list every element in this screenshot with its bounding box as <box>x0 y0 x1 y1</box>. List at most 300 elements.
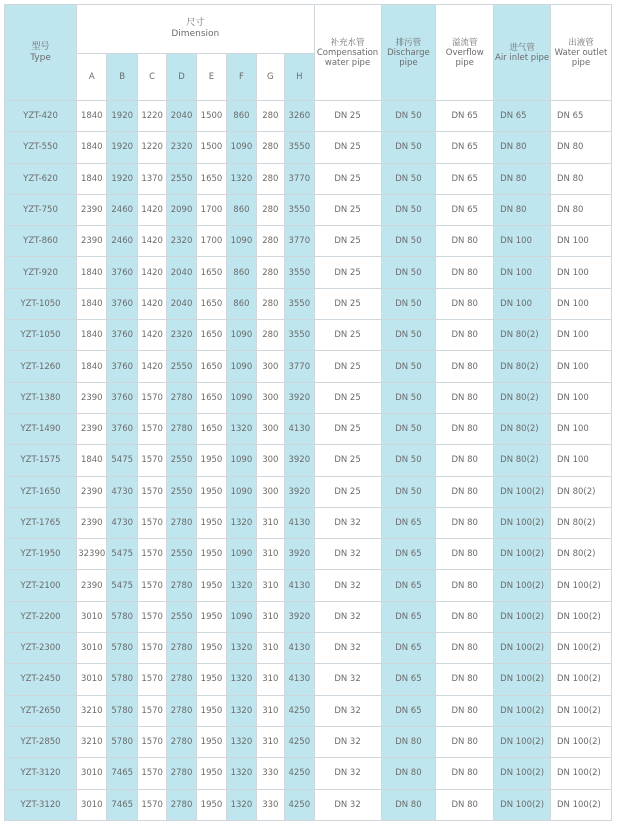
pipe-cell: DN 100(2) <box>494 507 551 538</box>
pipe-cell: DN 100(2) <box>550 789 611 820</box>
pipe-cell: DN 100 <box>550 226 611 257</box>
pipe-cell: DN 50 <box>381 382 436 413</box>
dimension-cell: 3760 <box>107 257 137 288</box>
dimension-cell: 1650 <box>196 382 226 413</box>
dimension-cell: 3760 <box>107 320 137 351</box>
dimension-cell: 1420 <box>137 288 166 319</box>
dimension-cell: 3010 <box>77 664 107 695</box>
pipe-cell: DN 100 <box>550 288 611 319</box>
dimension-cell: 2780 <box>167 633 196 664</box>
dimension-cell: 1420 <box>137 226 166 257</box>
table-row <box>5 382 612 413</box>
pipe-cell: DN 25 <box>314 320 381 351</box>
pipe-cell: DN 80 <box>436 758 494 789</box>
type-cell: YZT-1260 <box>5 351 77 382</box>
dimension-cell: 1650 <box>196 257 226 288</box>
pipe-cell: DN 65 <box>436 132 494 163</box>
dimension-cell: 1950 <box>196 476 226 507</box>
dim-col-a: A <box>77 54 107 101</box>
dimension-cell: 280 <box>256 132 284 163</box>
dimension-cell: 2550 <box>167 163 196 194</box>
pipe-cell: DN 65 <box>381 507 436 538</box>
dimension-cell: 2320 <box>167 320 196 351</box>
pipe-cell: DN 80(2) <box>550 507 611 538</box>
dimension-cell: 1570 <box>137 382 166 413</box>
dimension-cell: 1650 <box>196 320 226 351</box>
pipe-cell: DN 32 <box>314 758 381 789</box>
pipe-cell: DN 25 <box>314 194 381 225</box>
pipe-cell: DN 100 <box>550 382 611 413</box>
pipe-cell: DN 80 <box>436 288 494 319</box>
dimension-cell: 1570 <box>137 445 166 476</box>
dimension-cell: 2460 <box>107 194 137 225</box>
type-cell: YZT-2650 <box>5 695 77 726</box>
dimension-cell: 300 <box>256 351 284 382</box>
pipe-cell: DN 100(2) <box>550 695 611 726</box>
pipe-cell: DN 32 <box>314 570 381 601</box>
dimension-cell: 310 <box>256 601 284 632</box>
dimension-cell: 3210 <box>77 695 107 726</box>
pipe-header-zh: 出液管 <box>568 37 594 48</box>
air-inlet-pipe-header <box>494 5 551 101</box>
pipe-cell: DN 80 <box>436 476 494 507</box>
dimension-cell: 1950 <box>196 695 226 726</box>
pipe-cell: DN 65 <box>381 633 436 664</box>
compensation-pipe-header <box>314 5 381 101</box>
dimension-cell: 1420 <box>137 194 166 225</box>
dimension-cell: 1950 <box>196 726 226 757</box>
dimension-cell: 280 <box>256 163 284 194</box>
pipe-cell: DN 25 <box>314 382 381 413</box>
discharge-pipe-header <box>381 5 436 101</box>
table-body <box>5 101 612 821</box>
dimension-cell: 860 <box>227 101 256 132</box>
pipe-header-en: Water outlet pipe <box>554 47 608 68</box>
dimension-cell: 860 <box>227 194 256 225</box>
dimension-cell: 1090 <box>227 320 256 351</box>
dimension-cell: 1650 <box>196 163 226 194</box>
type-cell: YZT-1575 <box>5 445 77 476</box>
table-row <box>5 507 612 538</box>
dimension-cell: 3920 <box>285 382 315 413</box>
dimension-cell: 4250 <box>285 789 315 820</box>
pipe-cell: DN 80 <box>436 226 494 257</box>
type-cell: YZT-2850 <box>5 726 77 757</box>
table-row <box>5 288 612 319</box>
dimension-cell: 1950 <box>196 539 226 570</box>
pipe-cell: DN 25 <box>314 351 381 382</box>
pipe-cell: DN 50 <box>381 163 436 194</box>
pipe-cell: DN 80 <box>381 789 436 820</box>
type-cell: YZT-420 <box>5 101 77 132</box>
dimension-cell: 280 <box>256 257 284 288</box>
dimension-cell: 1320 <box>227 570 256 601</box>
dimension-cell: 3550 <box>285 288 315 319</box>
pipe-cell: DN 65 <box>436 163 494 194</box>
dim-col-e: E <box>196 54 226 101</box>
pipe-cell: DN 80 <box>436 695 494 726</box>
dimension-cell: 300 <box>256 413 284 444</box>
pipe-cell: DN 80 <box>436 351 494 382</box>
dimension-cell: 2780 <box>167 758 196 789</box>
type-cell: YZT-1950 <box>5 539 77 570</box>
dimension-cell: 2040 <box>167 288 196 319</box>
type-cell: YZT-1765 <box>5 507 77 538</box>
dim-col-f: F <box>227 54 256 101</box>
dimension-cell: 1090 <box>227 226 256 257</box>
pipe-cell: DN 65 <box>436 194 494 225</box>
type-cell: YZT-2200 <box>5 601 77 632</box>
dimension-cell: 2550 <box>167 351 196 382</box>
dimension-cell: 2320 <box>167 132 196 163</box>
pipe-cell: DN 65 <box>494 101 551 132</box>
pipe-cell: DN 100(2) <box>494 476 551 507</box>
table-row <box>5 132 612 163</box>
dimension-header-en: Dimension <box>171 29 220 39</box>
type-cell: YZT-1380 <box>5 382 77 413</box>
dimension-cell: 1950 <box>196 601 226 632</box>
dim-col-g: G <box>256 54 284 101</box>
dimension-cell: 1570 <box>137 413 166 444</box>
dimension-cell: 1320 <box>227 695 256 726</box>
type-cell: YZT-3120 <box>5 789 77 820</box>
dimension-cell: 2460 <box>107 226 137 257</box>
dimension-cell: 1950 <box>196 664 226 695</box>
dimension-cell: 4730 <box>107 476 137 507</box>
dimension-cell: 2780 <box>167 570 196 601</box>
dimension-cell: 280 <box>256 288 284 319</box>
dimension-cell: 2390 <box>77 413 107 444</box>
pipe-header-en: Discharge pipe <box>387 47 430 68</box>
pipe-cell: DN 80 <box>381 726 436 757</box>
dimension-cell: 5475 <box>107 570 137 601</box>
dimension-cell: 3770 <box>285 351 315 382</box>
dimension-cell: 310 <box>256 726 284 757</box>
type-cell: YZT-1050 <box>5 320 77 351</box>
dimension-cell: 2390 <box>77 507 107 538</box>
dimension-cell: 1840 <box>77 445 107 476</box>
pipe-cell: DN 65 <box>436 101 494 132</box>
dimension-cell: 1320 <box>227 664 256 695</box>
dimension-cell: 3760 <box>107 413 137 444</box>
dimension-cell: 3260 <box>285 101 315 132</box>
pipe-cell: DN 100(2) <box>494 601 551 632</box>
dimension-cell: 1570 <box>137 601 166 632</box>
table-row <box>5 789 612 820</box>
dimension-cell: 1840 <box>77 257 107 288</box>
pipe-cell: DN 25 <box>314 101 381 132</box>
pipe-cell: DN 100 <box>550 351 611 382</box>
dimension-cell: 2780 <box>167 507 196 538</box>
pipe-cell: DN 32 <box>314 539 381 570</box>
pipe-cell: DN 65 <box>381 570 436 601</box>
dimension-cell: 1700 <box>196 194 226 225</box>
type-cell: YZT-2300 <box>5 633 77 664</box>
type-cell: YZT-620 <box>5 163 77 194</box>
dimension-cell: 2390 <box>77 570 107 601</box>
dimension-cell: 1320 <box>227 163 256 194</box>
dimension-cell: 4250 <box>285 695 315 726</box>
dimension-cell: 1650 <box>196 351 226 382</box>
dimension-cell: 310 <box>256 507 284 538</box>
dimension-cell: 1220 <box>137 101 166 132</box>
pipe-cell: DN 32 <box>314 633 381 664</box>
dimension-cell: 300 <box>256 476 284 507</box>
dimension-cell: 3550 <box>285 320 315 351</box>
table-row <box>5 320 612 351</box>
pipe-cell: DN 80 <box>436 382 494 413</box>
dimension-cell: 4130 <box>285 633 315 664</box>
dimension-cell: 300 <box>256 382 284 413</box>
pipe-cell: DN 65 <box>381 664 436 695</box>
pipe-cell: DN 25 <box>314 476 381 507</box>
type-cell: YZT-3120 <box>5 758 77 789</box>
dimension-cell: 3010 <box>77 758 107 789</box>
type-header-zh: 型号 <box>31 41 50 52</box>
dimension-cell: 1920 <box>107 132 137 163</box>
dimension-cell: 7465 <box>107 758 137 789</box>
dimension-cell: 2390 <box>77 226 107 257</box>
pipe-cell: DN 80 <box>436 633 494 664</box>
dim-col-d: D <box>167 54 196 101</box>
dimension-cell: 4250 <box>285 726 315 757</box>
dimension-cell: 1950 <box>196 758 226 789</box>
dimension-cell: 3760 <box>107 351 137 382</box>
pipe-cell: DN 25 <box>314 163 381 194</box>
dimension-cell: 1320 <box>227 633 256 664</box>
table-row <box>5 633 612 664</box>
dimension-cell: 330 <box>256 758 284 789</box>
dim-col-h: H <box>285 54 315 101</box>
pipe-cell: DN 80 <box>494 132 551 163</box>
pipe-cell: DN 100(2) <box>494 789 551 820</box>
pipe-cell: DN 100 <box>494 257 551 288</box>
pipe-cell: DN 100(2) <box>550 601 611 632</box>
pipe-header-zh: 溢流管 <box>451 37 478 48</box>
dimension-cell: 4130 <box>285 507 315 538</box>
dimension-cell: 2550 <box>167 539 196 570</box>
dimension-cell: 1840 <box>77 101 107 132</box>
dimension-cell: 3010 <box>77 789 107 820</box>
table-row <box>5 351 612 382</box>
pipe-cell: DN 25 <box>314 288 381 319</box>
pipe-cell: DN 100(2) <box>494 570 551 601</box>
dimension-cell: 4730 <box>107 507 137 538</box>
table-row <box>5 194 612 225</box>
pipe-cell: DN 50 <box>381 226 436 257</box>
pipe-cell: DN 80 <box>436 320 494 351</box>
dimension-cell: 310 <box>256 570 284 601</box>
pipe-cell: DN 100(2) <box>494 695 551 726</box>
dimension-cell: 3920 <box>285 445 315 476</box>
dimension-cell: 3770 <box>285 163 315 194</box>
dimension-cell: 1420 <box>137 351 166 382</box>
dimension-cell: 1570 <box>137 758 166 789</box>
dimension-cell: 3550 <box>285 257 315 288</box>
type-cell: YZT-550 <box>5 132 77 163</box>
dimension-cell: 330 <box>256 789 284 820</box>
type-cell: YZT-2450 <box>5 664 77 695</box>
pipe-cell: DN 100 <box>550 257 611 288</box>
dimension-header <box>77 5 315 54</box>
table-row <box>5 476 612 507</box>
pipe-header-en: Air inlet pipe <box>495 52 550 63</box>
type-cell: YZT-2100 <box>5 570 77 601</box>
dimension-cell: 3010 <box>77 601 107 632</box>
dimension-cell: 1090 <box>227 445 256 476</box>
dimension-cell: 1650 <box>196 288 226 319</box>
pipe-cell: DN 80 <box>550 194 611 225</box>
pipe-cell: DN 100 <box>494 288 551 319</box>
dimension-cell: 1570 <box>137 726 166 757</box>
dimension-cell: 1420 <box>137 320 166 351</box>
dimension-cell: 1950 <box>196 445 226 476</box>
pipe-cell: DN 50 <box>381 101 436 132</box>
pipe-cell: DN 50 <box>381 288 436 319</box>
pipe-cell: DN 50 <box>381 351 436 382</box>
pipe-cell: DN 50 <box>381 194 436 225</box>
dimension-cell: 2390 <box>77 476 107 507</box>
pipe-cell: DN 25 <box>314 257 381 288</box>
pipe-cell: DN 50 <box>381 445 436 476</box>
dimension-cell: 2550 <box>167 476 196 507</box>
pipe-cell: DN 50 <box>381 320 436 351</box>
overflow-pipe-header <box>436 5 494 101</box>
pipe-cell: DN 80 <box>381 758 436 789</box>
dimension-cell: 4130 <box>285 664 315 695</box>
type-cell: YZT-1650 <box>5 476 77 507</box>
dimension-cell: 3760 <box>107 288 137 319</box>
dimension-cell: 4130 <box>285 570 315 601</box>
dimension-cell: 2090 <box>167 194 196 225</box>
dimension-cell: 280 <box>256 320 284 351</box>
dimension-cell: 1570 <box>137 570 166 601</box>
dimension-cell: 3920 <box>285 539 315 570</box>
table-row <box>5 226 612 257</box>
table-row <box>5 695 612 726</box>
dimension-cell: 1840 <box>77 320 107 351</box>
dimension-cell: 5780 <box>107 695 137 726</box>
pipe-cell: DN 100(2) <box>550 633 611 664</box>
dimension-cell: 1090 <box>227 132 256 163</box>
pipe-cell: DN 80 <box>436 601 494 632</box>
dimension-cell: 1090 <box>227 601 256 632</box>
pipe-cell: DN 80 <box>550 163 611 194</box>
pipe-cell: DN 80(2) <box>550 476 611 507</box>
water-outlet-pipe-header <box>550 5 611 101</box>
pipe-cell: DN 100(2) <box>494 633 551 664</box>
dimension-cell: 1220 <box>137 132 166 163</box>
dimension-cell: 1650 <box>196 413 226 444</box>
dimension-cell: 1840 <box>77 163 107 194</box>
dimension-cell: 280 <box>256 101 284 132</box>
table-row <box>5 163 612 194</box>
dimension-cell: 1570 <box>137 476 166 507</box>
dimension-cell: 3920 <box>285 601 315 632</box>
pipe-cell: DN 50 <box>381 132 436 163</box>
dimension-cell: 3550 <box>285 194 315 225</box>
dimension-cell: 1320 <box>227 507 256 538</box>
table-row <box>5 445 612 476</box>
dimension-cell: 1840 <box>77 288 107 319</box>
dim-col-b: B <box>107 54 137 101</box>
dimension-cell: 5475 <box>107 539 137 570</box>
pipe-cell: DN 25 <box>314 413 381 444</box>
pipe-cell: DN 80 <box>494 194 551 225</box>
spec-table <box>4 4 612 821</box>
dimension-cell: 1840 <box>77 351 107 382</box>
dimension-cell: 1500 <box>196 101 226 132</box>
dimension-cell: 1090 <box>227 539 256 570</box>
table-row <box>5 758 612 789</box>
pipe-cell: DN 100(2) <box>550 570 611 601</box>
dimension-cell: 1840 <box>77 132 107 163</box>
table-row <box>5 664 612 695</box>
pipe-cell: DN 80 <box>436 257 494 288</box>
table-row <box>5 539 612 570</box>
pipe-cell: DN 25 <box>314 445 381 476</box>
pipe-header-zh: 补充水管 <box>330 37 365 48</box>
dimension-cell: 2780 <box>167 664 196 695</box>
pipe-cell: DN 80(2) <box>494 382 551 413</box>
dimension-cell: 7465 <box>107 789 137 820</box>
pipe-cell: DN 32 <box>314 789 381 820</box>
pipe-cell: DN 80 <box>436 726 494 757</box>
dimension-cell: 1570 <box>137 695 166 726</box>
dimension-cell: 1570 <box>137 664 166 695</box>
pipe-cell: DN 25 <box>314 132 381 163</box>
pipe-cell: DN 80(2) <box>550 539 611 570</box>
type-cell: YZT-920 <box>5 257 77 288</box>
type-header-en: Type <box>30 52 51 63</box>
dimension-cell: 1920 <box>107 163 137 194</box>
dimension-cell: 2550 <box>167 601 196 632</box>
dimension-cell: 3550 <box>285 132 315 163</box>
pipe-cell: DN 100(2) <box>494 758 551 789</box>
pipe-header-zh: 排污管 <box>395 37 422 48</box>
dimension-cell: 300 <box>256 445 284 476</box>
dimension-cell: 2040 <box>167 101 196 132</box>
dimension-cell: 2040 <box>167 257 196 288</box>
dimension-cell: 1320 <box>227 758 256 789</box>
dimension-cell: 32390 <box>77 539 107 570</box>
dimension-cell: 3010 <box>77 633 107 664</box>
pipe-cell: DN 80 <box>436 789 494 820</box>
dimension-cell: 5780 <box>107 726 137 757</box>
pipe-cell: DN 32 <box>314 726 381 757</box>
dimension-cell: 2780 <box>167 726 196 757</box>
dimension-cell: 5780 <box>107 664 137 695</box>
dimension-cell: 1090 <box>227 351 256 382</box>
dimension-cell: 5780 <box>107 633 137 664</box>
pipe-cell: DN 80 <box>436 413 494 444</box>
dimension-cell: 1570 <box>137 633 166 664</box>
pipe-cell: DN 50 <box>381 476 436 507</box>
pipe-cell: DN 32 <box>314 507 381 538</box>
pipe-cell: DN 100 <box>550 320 611 351</box>
dim-col-c: C <box>137 54 166 101</box>
pipe-cell: DN 50 <box>381 257 436 288</box>
spec-table-container <box>4 4 612 821</box>
pipe-cell: DN 100(2) <box>550 758 611 789</box>
dimension-cell: 3210 <box>77 726 107 757</box>
dimension-cell: 3760 <box>107 382 137 413</box>
pipe-cell: DN 32 <box>314 695 381 726</box>
pipe-cell: DN 100(2) <box>494 539 551 570</box>
dimension-cell: 280 <box>256 194 284 225</box>
pipe-cell: DN 80(2) <box>494 320 551 351</box>
dimension-header-zh: 尺寸 <box>186 18 205 28</box>
